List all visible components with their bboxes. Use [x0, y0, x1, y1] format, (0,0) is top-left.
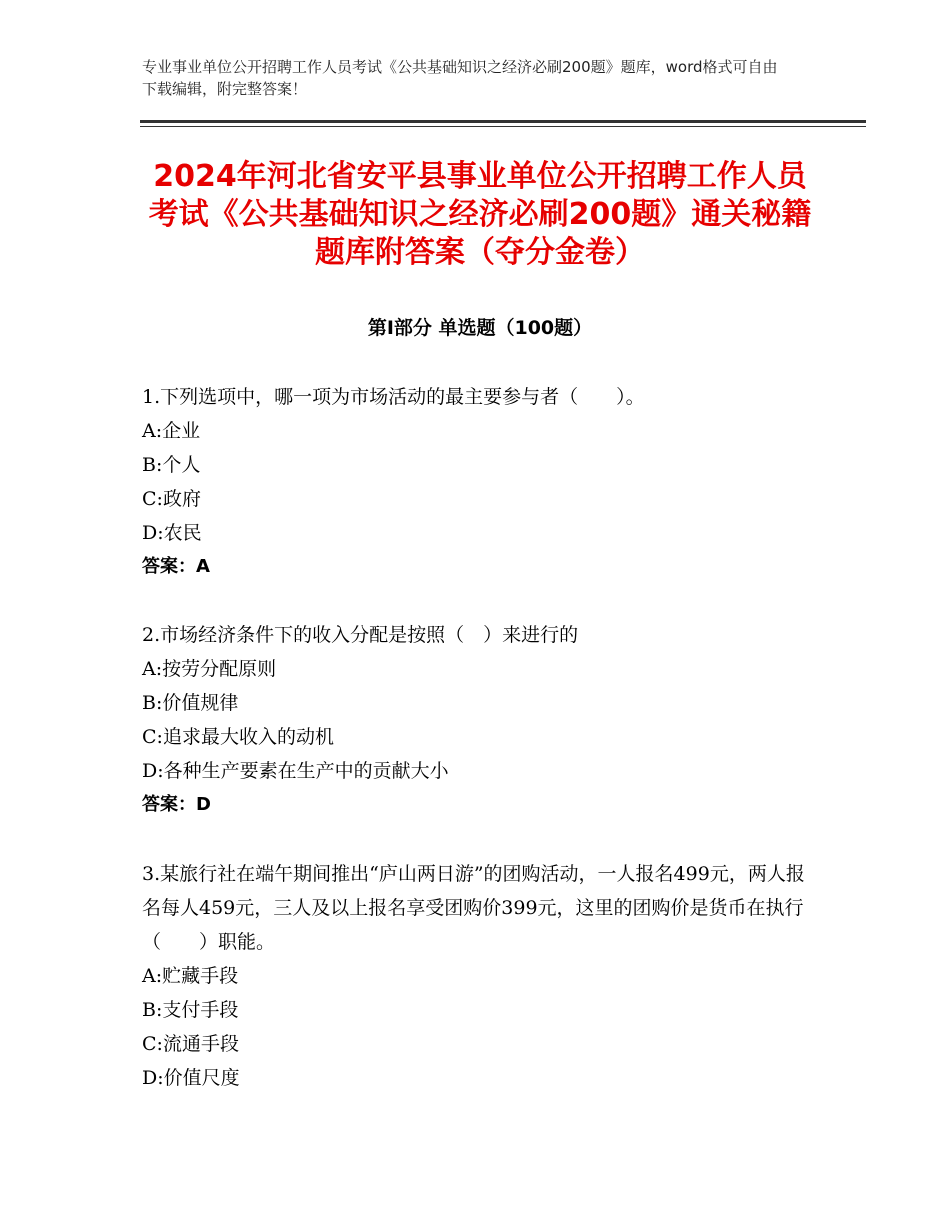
question-stem: 3.某旅行社在端午期间推出“庐山两日游”的团购活动，一人报名499元，两人报名每人459元，三人及以上报名享受团购价399元，这里的团购价是货币在执行（ ）职能。: [142, 863, 805, 953]
question-stem: 1.下列选项中，哪一项为市场活动的最主要参与者（ ）。: [142, 386, 645, 408]
option-a: A:企业: [142, 420, 201, 442]
answer: 答案：A: [142, 556, 210, 577]
question-1: [142, 380, 812, 584]
option-d: D:各种生产要素在生产中的贡献大小: [142, 760, 449, 782]
option-a: A:贮藏手段: [142, 965, 239, 987]
option-b: B:个人: [142, 454, 201, 476]
header-rule-thick: [140, 120, 866, 123]
option-a: A:按劳分配原则: [142, 658, 277, 680]
section-heading: 第I部分 单选题（100题）: [367, 317, 593, 339]
option-c: C:流通手段: [142, 1033, 239, 1055]
option-b: B:价值规律: [142, 692, 239, 714]
option-c: C:政府: [142, 488, 201, 510]
question-3: [142, 857, 812, 1095]
question-stem: 2.市场经济条件下的收入分配是按照（ ）来进行的: [142, 624, 579, 646]
header-note: 专业事业单位公开招聘工作人员考试《公共基础知识之经济必刷200题》题库，word格式可自由下载编辑，附完整答案！: [142, 58, 778, 98]
option-d: D:农民: [142, 522, 202, 544]
question-2: [142, 618, 812, 822]
header-rule-thin: [140, 126, 866, 127]
document-title: 2024年河北省安平县事业单位公开招聘工作人员考试《公共基础知识之经济必刷200题》通关秘籍题库附答案（夺分金卷）: [148, 159, 812, 270]
option-c: C:追求最大收入的动机: [142, 726, 334, 748]
answer: 答案：D: [142, 794, 211, 815]
option-b: B:支付手段: [142, 999, 239, 1021]
option-d: D:价值尺度: [142, 1067, 240, 1089]
